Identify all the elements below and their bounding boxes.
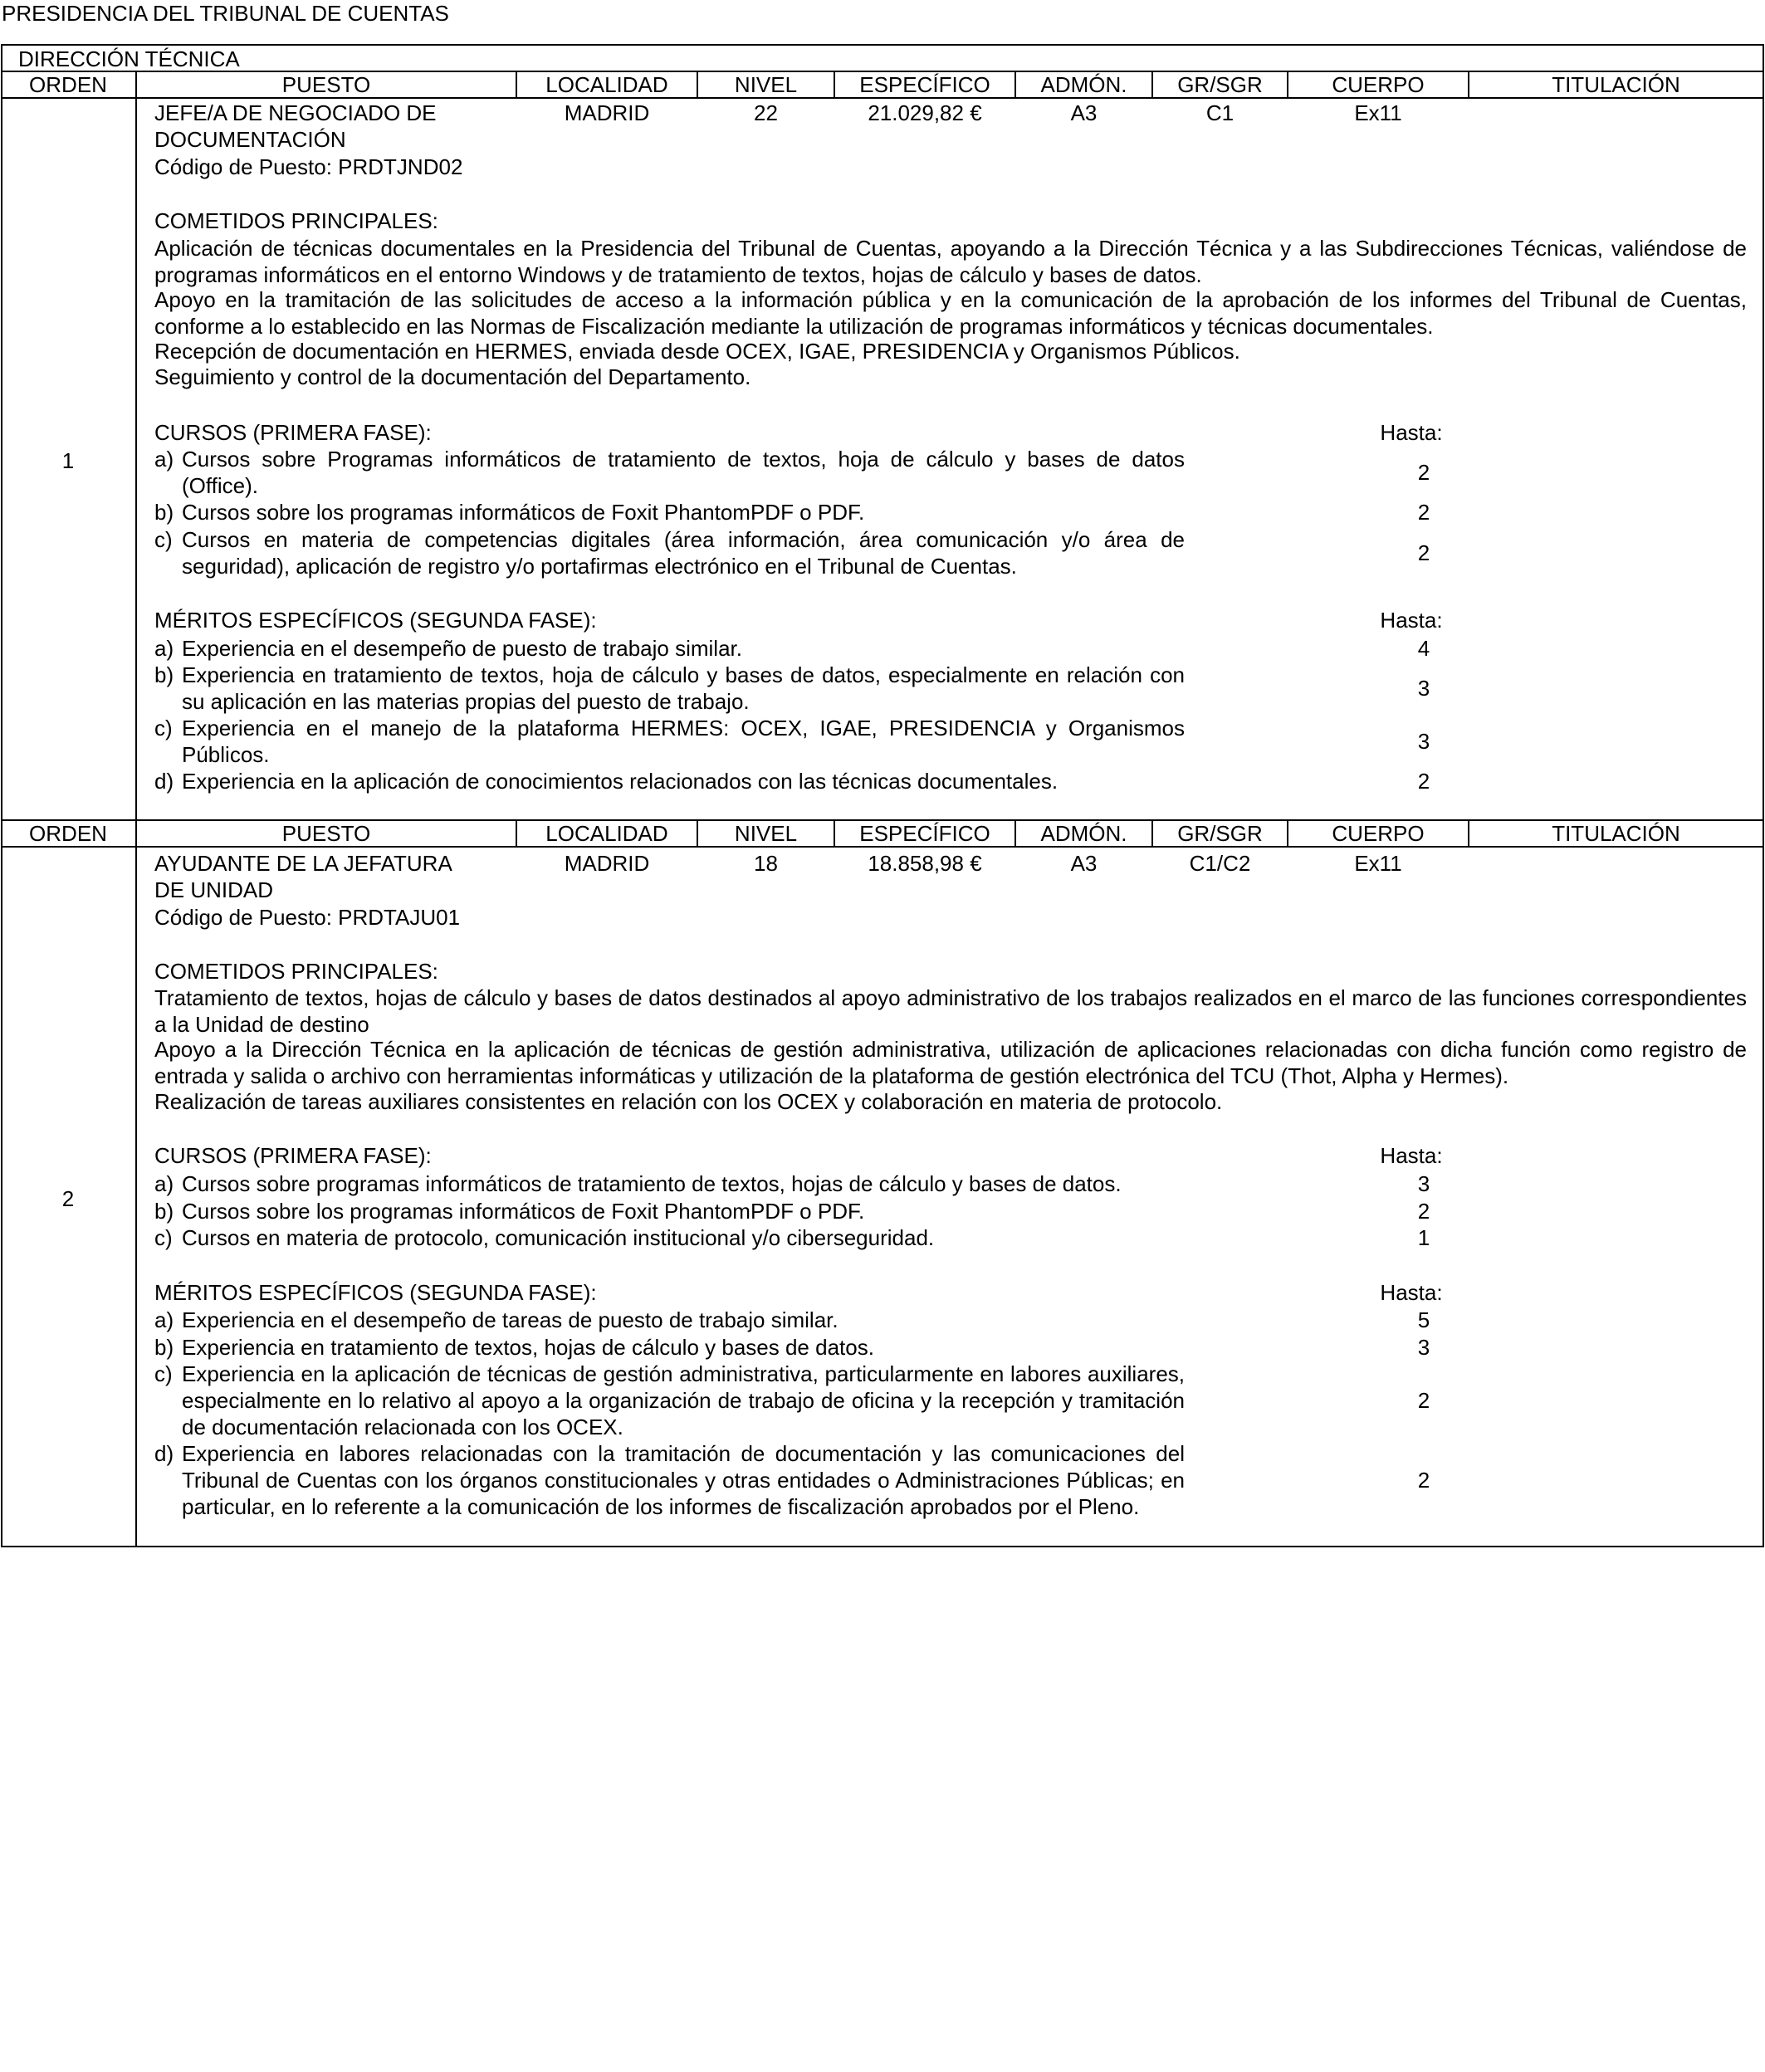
header-titulacion: TITULACIÓN: [1552, 821, 1680, 846]
puesto-name: AYUDANTE DE LA JEFATURA: [154, 851, 452, 876]
localidad-value: MADRID: [564, 100, 650, 125]
nivel-value: 18: [754, 851, 778, 876]
header-especifico: ESPECÍFICO: [859, 821, 990, 846]
gr-sgr-value: C1/C2: [1189, 851, 1251, 876]
item-label: a): [154, 636, 174, 661]
item-text: Experiencia en el desempeño de puesto de trabajo similar.: [182, 636, 742, 661]
header-puesto: PUESTO: [281, 821, 371, 846]
item-text: Cursos sobre los programas informáticos de Foxit PhantomPDF o PDF.: [182, 1199, 865, 1224]
cometido-paragraph: Apoyo a la Dirección Técnica en la aplicación de técnicas de gestión administrativa, utilización de aplicaciones relacionadas con dicha función como registro de entrada y salida o archivo con herramientas informáticas y utilización de la plataforma de gestión electrónica del TCU (Thot, Alpha y Hermes).: [154, 1037, 1747, 1088]
item-points: 4: [1417, 636, 1430, 661]
item-label: b): [154, 1335, 174, 1360]
admon-value: A3: [1070, 100, 1098, 125]
item-text: Experiencia en la aplicación de técnicas de gestión administrativa, particularmente en labores auxiliares, especialmente en lo relativo al apoyo a la organización de trabajo de oficina y la recepción y tramitación de documentación relacionada con los OCEX.: [182, 1361, 1185, 1439]
especifico-value: 18.858,98 €: [868, 851, 982, 876]
cometido-paragraph: Seguimiento y control de la documentación del Departamento.: [154, 364, 751, 389]
localidad-value: MADRID: [564, 851, 650, 876]
orden-divider: [135, 97, 137, 819]
item-text: Cursos sobre los programas informáticos de Foxit PhantomPDF o PDF.: [182, 500, 865, 525]
item-points: 2: [1417, 1388, 1430, 1413]
item-points: 2: [1417, 769, 1430, 794]
item-label: b): [154, 500, 174, 525]
item-label: d): [154, 769, 174, 794]
item-text: Cursos sobre Programas informáticos de tratamiento de textos, hoja de cálculo y bases de datos (Office).: [182, 447, 1185, 498]
item-text: Cursos en materia de competencias digitales (área información, área comunicación y/o área de seguridad), aplicación de registro y/o portafirmas electrónico en el Tribunal de Cuentas.: [182, 527, 1185, 579]
orden-number: 2: [61, 1186, 75, 1211]
header-localidad: LOCALIDAD: [545, 821, 668, 846]
item-points: 3: [1417, 729, 1430, 754]
meritos-title: MÉRITOS ESPECÍFICOS (SEGUNDA FASE):: [154, 608, 597, 633]
header-nivel: NIVEL: [734, 821, 798, 846]
header-gr-sgr: GR/SGR: [1177, 72, 1263, 97]
merito-item: [154, 1361, 1185, 1440]
header-titulacion: TITULACIÓN: [1552, 72, 1680, 97]
item-label: b): [154, 1199, 174, 1224]
header-admon: ADMÓN.: [1040, 72, 1127, 97]
item-points: 2: [1417, 1199, 1430, 1224]
gr-sgr-value: C1: [1205, 100, 1235, 125]
cuerpo-value: Ex11: [1354, 851, 1402, 876]
item-text: Experiencia en la aplicación de conocimientos relacionados con las técnicas documentales.: [182, 769, 1059, 794]
curso-item: [154, 1170, 1185, 1197]
hasta-label: Hasta:: [1380, 1280, 1443, 1305]
item-points: 2: [1417, 1468, 1430, 1493]
header-admon: ADMÓN.: [1040, 821, 1127, 846]
meritos-title: MÉRITOS ESPECÍFICOS (SEGUNDA FASE):: [154, 1280, 597, 1305]
hasta-label: Hasta:: [1380, 420, 1443, 445]
nivel-value: 22: [754, 100, 778, 125]
item-text: Cursos en materia de protocolo, comunicación institucional y/o ciberseguridad.: [182, 1225, 935, 1250]
curso-item: [154, 1224, 1185, 1251]
item-text: Cursos sobre programas informáticos de tratamiento de textos, hojas de cálculo y bases de datos.: [182, 1171, 1122, 1196]
item-text: Experiencia en labores relacionadas con la tramitación de documentación y las comunicaciones del Tribunal de Cuentas con los órganos constitucionales y otras entidades o Administraciones Públicas; en particular, en lo referente a la comunicación de los informes de fiscalización aprobados por el Pleno.: [182, 1441, 1185, 1519]
header-cuerpo: CUERPO: [1332, 821, 1425, 846]
cometido-paragraph: Aplicación de técnicas documentales en la Presidencia del Tribunal de Cuentas, apoyando a la Dirección Técnica y a las Subdirecciones Técnicas, valiéndose de programas informáticos en el entorno Windows y de tratamiento de textos, hojas de cálculo y bases de datos.: [154, 236, 1747, 287]
merito-item: [154, 715, 1185, 768]
item-points: 2: [1417, 540, 1430, 565]
cometido-paragraph: Apoyo en la tramitación de las solicitudes de acceso a la información pública y en la comunicación de la aprobación de los informes del Tribunal de Cuentas, conforme a lo establecido en las Normas de Fiscalización mediante la utilización de programas informáticos y técnicas documentales.: [154, 287, 1747, 339]
cometido-paragraph: Realización de tareas auxiliares consistentes en relación con los OCEX y colaboración en materia de protocolo.: [154, 1089, 1223, 1114]
admon-value: A3: [1070, 851, 1098, 876]
item-text: Experiencia en tratamiento de textos, hoja de cálculo y bases de datos, especialmente en relación con su aplicación en las materias propias del puesto de trabajo.: [182, 662, 1185, 714]
item-label: c): [154, 527, 173, 552]
orden-divider: [135, 846, 137, 1546]
cometido-paragraph: Recepción de documentación en HERMES, enviada desde OCEX, IGAE, PRESIDENCIA y Organismos Públicos.: [154, 339, 1240, 364]
item-points: 3: [1417, 676, 1430, 701]
cometidos-title: COMETIDOS PRINCIPALES:: [154, 959, 438, 984]
header-localidad: LOCALIDAD: [545, 72, 668, 97]
item-label: d): [154, 1441, 174, 1466]
codigo-puesto: Código de Puesto: PRDTJND02: [154, 154, 463, 179]
curso-item: [154, 1198, 1185, 1224]
merito-item: [154, 1334, 1185, 1361]
item-points: 2: [1417, 460, 1430, 485]
orden-number: 1: [61, 448, 75, 473]
cuerpo-value: Ex11: [1354, 100, 1402, 125]
item-label: c): [154, 1361, 173, 1386]
header-orden: ORDEN: [29, 72, 107, 97]
hasta-label: Hasta:: [1380, 608, 1443, 633]
item-label: b): [154, 662, 174, 687]
item-text: Experiencia en el desempeño de tareas de puesto de trabajo similar.: [182, 1307, 838, 1332]
item-label: a): [154, 447, 174, 472]
item-points: 3: [1417, 1335, 1430, 1360]
cursos-title: CURSOS (PRIMERA FASE):: [154, 1143, 432, 1168]
merito-item: [154, 635, 1185, 662]
item-label: c): [154, 716, 173, 740]
curso-item: [154, 526, 1185, 579]
section-title: DIRECCIÓN TÉCNICA: [18, 46, 240, 71]
item-points: 1: [1417, 1225, 1430, 1250]
merito-item: [154, 1307, 1185, 1333]
header-nivel: NIVEL: [734, 72, 798, 97]
merito-item: [154, 1440, 1185, 1520]
item-label: a): [154, 1171, 174, 1196]
merito-item: [154, 662, 1185, 715]
especifico-value: 21.029,82 €: [868, 100, 982, 125]
cometido-paragraph: Tratamiento de textos, hojas de cálculo y bases de datos destinados al apoyo administrativo de los trabajos realizados en el marco de las funciones correspondientes a la Unidad de destino: [154, 985, 1747, 1037]
puesto-name-cont: DE UNIDAD: [154, 877, 274, 902]
header-puesto: PUESTO: [281, 72, 371, 97]
item-points: 3: [1417, 1171, 1430, 1196]
item-label: c): [154, 1225, 173, 1250]
cursos-title: CURSOS (PRIMERA FASE):: [154, 420, 432, 445]
puesto-name: JEFE/A DE NEGOCIADO DE: [154, 100, 437, 125]
curso-item: [154, 499, 1185, 525]
item-points: 5: [1417, 1307, 1430, 1332]
item-label: a): [154, 1307, 174, 1332]
document-title: PRESIDENCIA DEL TRIBUNAL DE CUENTAS: [2, 1, 449, 26]
header-especifico: ESPECÍFICO: [859, 72, 990, 97]
curso-item: [154, 446, 1185, 499]
puesto-name-cont: DOCUMENTACIÓN: [154, 127, 346, 152]
codigo-puesto: Código de Puesto: PRDTAJU01: [154, 905, 461, 930]
header-orden: ORDEN: [29, 821, 107, 846]
hasta-label: Hasta:: [1380, 1143, 1443, 1168]
header-gr-sgr: GR/SGR: [1177, 821, 1263, 846]
item-points: 2: [1417, 500, 1430, 525]
item-text: Experiencia en el manejo de la plataforma HERMES: OCEX, IGAE, PRESIDENCIA y Organismos Públicos.: [182, 716, 1185, 767]
cometidos-title: COMETIDOS PRINCIPALES:: [154, 208, 438, 233]
header-cuerpo: CUERPO: [1332, 72, 1425, 97]
item-text: Experiencia en tratamiento de textos, hojas de cálculo y bases de datos.: [182, 1335, 874, 1360]
merito-item: [154, 768, 1185, 794]
